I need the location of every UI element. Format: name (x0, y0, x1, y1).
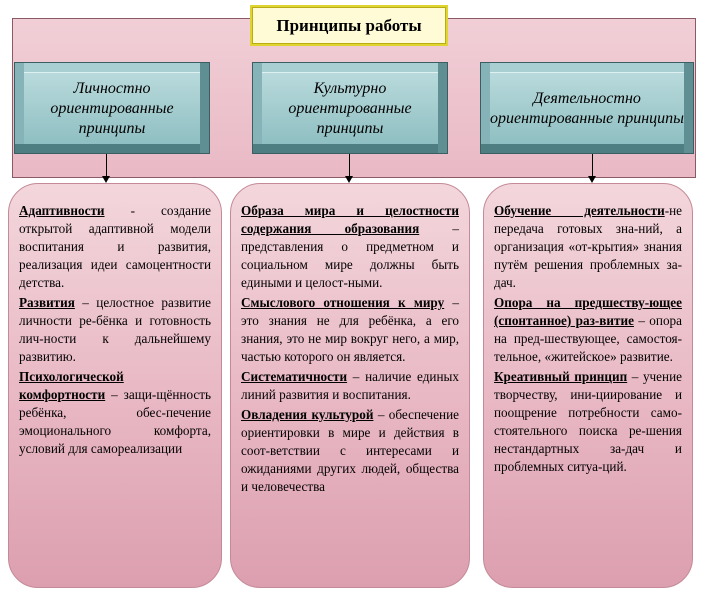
card-personal (8, 183, 222, 588)
principle-item: Опора на предшеству-ющее (спонтанное) раз-витие – опора на пред-шествующее, самостоя-тельное, «житейское» развитие. (494, 295, 682, 364)
principle-item: Систематичности – наличие единых линий развития и воспитания. (241, 369, 459, 402)
header-activity-label: Деятельностно ориентированные принципы (490, 72, 684, 144)
header-cultural-label: Культурно ориентированные принципы (262, 72, 438, 144)
principle-item: Обучение деятельности-не передача готовых зна-ний, а организация «от-крытия» знания путём решения проблемных за-дач. (494, 203, 682, 290)
card-cultural (230, 183, 470, 588)
arrow-head-3 (588, 176, 596, 183)
header-box-personal (14, 62, 210, 154)
principle-item: Развития – целостное развитие личности ре-бёнка и готовность лич-ности к дальнейшему развитию. (19, 295, 211, 364)
principle-item: Смыслового отношения к миру – это знания не для ребёнка, а его знания, это не мир вокруг него, а мир, частью которого он является. (241, 295, 459, 364)
principle-item: Адаптивности - создание открытой адаптивной модели воспитания и развития, реализация идеи самоцентности детства. (19, 203, 211, 290)
principle-item: Психологической комфортности – защи-щённость ребёнка, обес-печение эмоционального комфорта, условий для самореализации (19, 369, 211, 456)
header-personal-label: Личностно ориентированные принципы (24, 72, 200, 144)
header-box-cultural (252, 62, 448, 154)
card-activity (483, 183, 693, 588)
arrow-head-2 (345, 176, 353, 183)
diagram-title: Принципы работы (250, 5, 448, 46)
principle-item: Образа мира и целостности содержания образования – представления о предметном и социальном мире должны быть едиными и целост-ными. (241, 203, 459, 290)
principle-item: Овладения культурой – обеспечение ориентировки в мире и действия в соот-ветствии с интересами и ожиданиями других людей, общества и человечества (241, 407, 459, 494)
arrow-line-3 (592, 154, 593, 178)
principle-item: Креативный принцип – учение творчеству, ини-циирование и поощрение потребности само-стоятельного поиска ре-шения нестандартных за-дач и проблемных ситуа-ций. (494, 369, 682, 474)
arrow-line-1 (106, 154, 107, 178)
header-box-activity (480, 62, 694, 154)
arrow-head-1 (102, 176, 110, 183)
arrow-line-2 (349, 154, 350, 178)
